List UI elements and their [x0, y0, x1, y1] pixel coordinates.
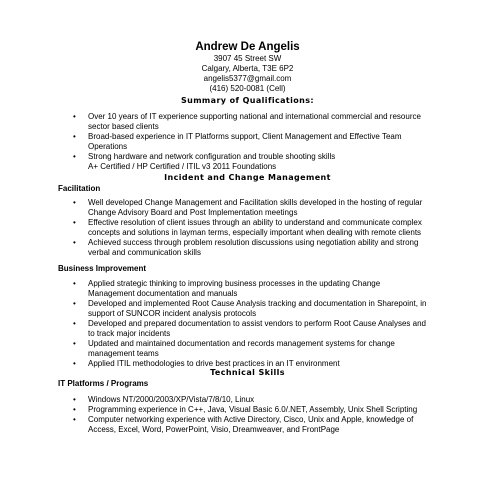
facilitation-list	[0, 198, 428, 258]
resume-header	[0, 41, 495, 94]
list-item: • Windows NT/2000/2003/XP/Vista/7/8/10, Linux	[73, 395, 255, 404]
list-item: • Strong hardware and network configuration and trouble shooting skills	[73, 152, 336, 161]
list-item: • Effective resolution of client issues through an ability to understand and communicate complex concepts and solutions in layman terms, especially important when dealing with remote clients	[73, 218, 422, 237]
list-item: • Broad-based experience in IT Platforms support, Client Management and Effective Team Operations	[73, 132, 402, 151]
it-platforms-list	[0, 395, 428, 435]
certifications-line: A+ Certified / HP Certified / ITIL v3 2011 Foundations	[88, 162, 277, 171]
list-item: • Updated and maintained documentation and records management systems for change management teams	[73, 339, 395, 358]
list-item: • Applied ITIL methodologies to drive best practices in an IT environment	[73, 359, 340, 368]
address-line-1: 3907 45 Street SW	[213, 54, 282, 63]
technical-section-title: Technical Skills	[210, 368, 285, 377]
list-item: • Applied strategic thinking to improving business processes in the updating Change Management documentation and manuals	[73, 279, 381, 298]
facilitation-heading: Facilitation	[58, 184, 101, 193]
bullet-icon: •	[73, 359, 76, 368]
list-item: • Well developed Change Management and Facilitation skills developed in the hosting of regular Change Advisory Board and Post Implementation meetings	[73, 198, 423, 217]
bullet-icon: •	[73, 339, 76, 348]
bullet-icon: •	[73, 279, 76, 288]
bullet-icon: •	[73, 152, 76, 161]
summary-section-title: Summary of Qualifications:	[180, 96, 315, 105]
list-item: • Achieved success through problem resolution discussions using negotiation ability and strong verbal and communication skills	[73, 238, 419, 257]
incident-section-title: Incident and Change Management	[164, 173, 331, 182]
list-item: • Over 10 years of IT experience supporting national and international commercial and resource sector based clients	[73, 112, 421, 131]
business-improvement-heading: Business Improvement	[58, 264, 147, 273]
list-item: • Developed and prepared documentation to assist vendors to perform Root Cause Analyses and to track major incidents	[73, 319, 426, 338]
bullet-icon: •	[73, 112, 76, 121]
bullet-icon: •	[73, 415, 76, 424]
bullet-icon: •	[73, 238, 76, 247]
business-improvement-list	[0, 279, 428, 369]
bullet-icon: •	[73, 198, 76, 207]
list-item: • Programming experience in C++, Java, Visual Basic 6.0/.NET, Assembly, Unix Shell Scripting	[73, 405, 418, 414]
bullet-icon: •	[73, 319, 76, 328]
summary-list	[0, 112, 428, 162]
bullet-icon: •	[73, 218, 76, 227]
list-item: • Developed and implemented Root Cause Analysis tracking and documentation in Sharepoint, in support of SUNCOR incident analysis protocols	[73, 299, 427, 318]
candidate-name: Andrew De Angelis	[195, 41, 300, 53]
bullet-icon: •	[73, 132, 76, 141]
list-item: • Computer networking experience with Active Directory, Cisco, Unix and Apple, knowledge of Access, Excel, Word, PowerPoint, Visio, Dreamweaver, and FrontPage	[73, 415, 414, 434]
bullet-icon: •	[73, 299, 76, 308]
email-address: angelis5377@gmail.com	[203, 74, 292, 83]
phone-number: (416) 520-0081 (Cell)	[209, 84, 286, 93]
address-line-2: Calgary, Alberta, T3E 6P2	[201, 64, 294, 73]
bullet-icon: •	[73, 395, 76, 404]
it-platforms-heading: IT Platforms / Programs	[58, 379, 149, 388]
bullet-icon: •	[73, 405, 76, 414]
